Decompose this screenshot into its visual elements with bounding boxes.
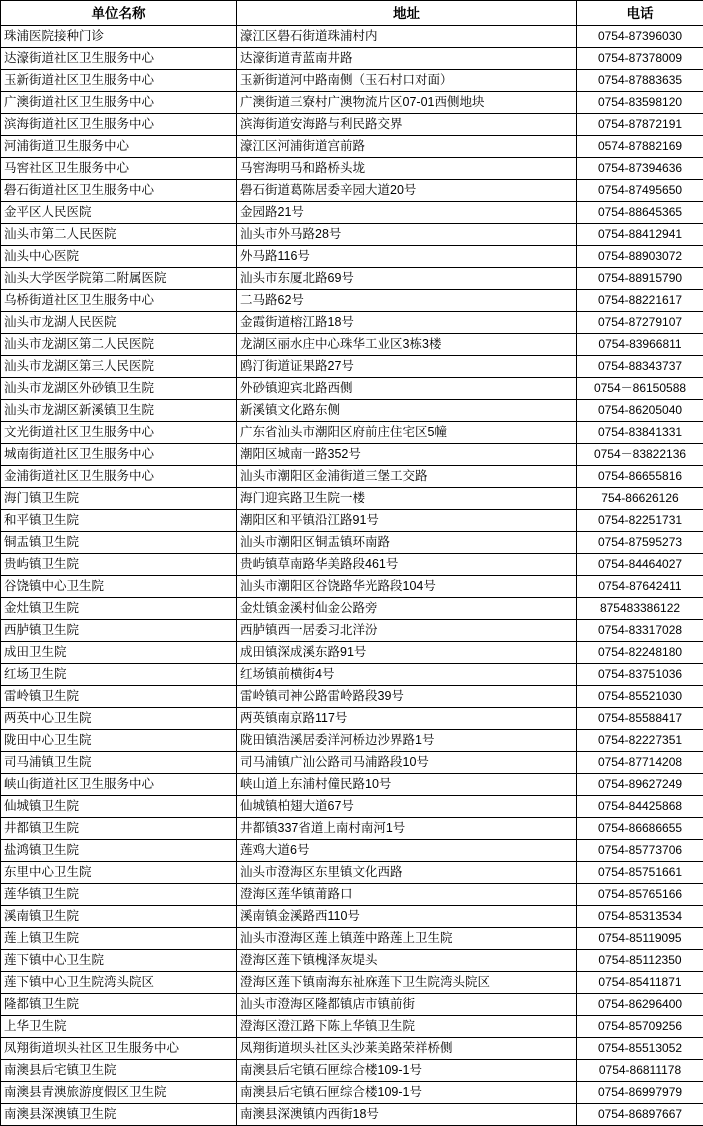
table-row (1, 818, 703, 840)
cell-phone: 0754-87714208 (577, 752, 703, 774)
cell-address: 外马路116号 (237, 246, 577, 268)
cell-address: 澄海区莲下镇槐泽灰堤头 (237, 950, 577, 972)
cell-unit-name: 莲上镇卫生院 (1, 928, 237, 950)
table-row (1, 884, 703, 906)
cell-unit-name: 马窖社区卫生服务中心 (1, 158, 237, 180)
cell-unit-name: 汕头市龙湖区新溪镇卫生院 (1, 400, 237, 422)
cell-address: 汕头市潮阳区金浦街道三堡工交路 (237, 466, 577, 488)
column-header-phone: 电话 (577, 1, 703, 26)
table-row (1, 334, 703, 356)
cell-phone: 0754-84425868 (577, 796, 703, 818)
cell-unit-name: 汕头市龙湖区第二人民医院 (1, 334, 237, 356)
cell-phone: 0754-82251731 (577, 510, 703, 532)
cell-unit-name: 西胪镇卫生院 (1, 620, 237, 642)
cell-unit-name: 雷岭镇卫生院 (1, 686, 237, 708)
cell-address: 广澳街道三寮村广澳物流片区07-01西侧地块 (237, 92, 577, 114)
cell-address: 成田镇深成溪东路91号 (237, 642, 577, 664)
cell-phone: 0754-86296400 (577, 994, 703, 1016)
table-row (1, 400, 703, 422)
cell-unit-name: 汕头中心医院 (1, 246, 237, 268)
cell-address: 澄海区澄江路下陈上华镇卫生院 (237, 1016, 577, 1038)
cell-phone: 0754-85588417 (577, 708, 703, 730)
cell-unit-name: 海门镇卫生院 (1, 488, 237, 510)
cell-address: 凤翔街道坝头社区头沙莱美路荣祥桥侧 (237, 1038, 577, 1060)
cell-unit-name: 汕头市第二人民医院 (1, 224, 237, 246)
cell-unit-name: 达濠街道社区卫生服务中心 (1, 48, 237, 70)
cell-phone: 0754-85313534 (577, 906, 703, 928)
cell-phone: 0754-89627249 (577, 774, 703, 796)
cell-address: 外砂镇迎宾北路西侧 (237, 378, 577, 400)
cell-address: 广东省汕头市潮阳区府前庄住宅区5幢 (237, 422, 577, 444)
table-row (1, 598, 703, 620)
cell-unit-name: 汕头市龙湖区外砂镇卫生院 (1, 378, 237, 400)
table-row (1, 180, 703, 202)
cell-unit-name: 司马浦镇卫生院 (1, 752, 237, 774)
cell-phone: 0754-86655816 (577, 466, 703, 488)
cell-phone: 0754-82227351 (577, 730, 703, 752)
cell-address: 新溪镇文化路东侧 (237, 400, 577, 422)
cell-phone: 0754-83751036 (577, 664, 703, 686)
table-row (1, 774, 703, 796)
cell-phone: 0754-84464027 (577, 554, 703, 576)
cell-address: 西胪镇西一居委习北洋汾 (237, 620, 577, 642)
cell-address: 汕头市潮阳区谷饶路华光路段104号 (237, 576, 577, 598)
cell-phone: 0754-86686655 (577, 818, 703, 840)
cell-address: 滨海街道安海路与利民路交界 (237, 114, 577, 136)
cell-address: 南澳县深澳镇内西街18号 (237, 1104, 577, 1126)
cell-unit-name: 文光街道社区卫生服务中心 (1, 422, 237, 444)
cell-address: 汕头市澄海区莲上镇莲中路莲上卫生院 (237, 928, 577, 950)
table-row (1, 950, 703, 972)
cell-phone: 0754-86897667 (577, 1104, 703, 1126)
cell-unit-name: 珠浦医院接种门诊 (1, 26, 237, 48)
cell-address: 澄海区莲下镇南海东祉庥莲下卫生院湾头院区 (237, 972, 577, 994)
cell-address: 濠江区河浦街道宫前路 (237, 136, 577, 158)
cell-unit-name: 金灶镇卫生院 (1, 598, 237, 620)
cell-unit-name: 礐石街道社区卫生服务中心 (1, 180, 237, 202)
cell-unit-name: 城南街道社区卫生服务中心 (1, 444, 237, 466)
table-row (1, 312, 703, 334)
cell-address: 龙湖区丽水庄中心珠华工业区3栋3楼 (237, 334, 577, 356)
table-row (1, 576, 703, 598)
table-row (1, 1082, 703, 1104)
table-row (1, 290, 703, 312)
cell-address: 莲鸡大道6号 (237, 840, 577, 862)
table-header-row (1, 1, 703, 26)
cell-address: 金灶镇金溪村仙金公路旁 (237, 598, 577, 620)
table-row (1, 906, 703, 928)
cell-unit-name: 两英中心卫生院 (1, 708, 237, 730)
cell-phone: 0754-87378009 (577, 48, 703, 70)
cell-phone: 0754-86811178 (577, 1060, 703, 1082)
cell-phone: 0754-82248180 (577, 642, 703, 664)
cell-phone: 0754-83966811 (577, 334, 703, 356)
cell-address: 司马浦镇广汕公路司马浦路段10号 (237, 752, 577, 774)
table-row (1, 356, 703, 378)
cell-address: 汕头市澄海区隆都镇店市镇前街 (237, 994, 577, 1016)
cell-unit-name: 仙城镇卫生院 (1, 796, 237, 818)
cell-address: 马窖海明马和路桥头垅 (237, 158, 577, 180)
table-row (1, 752, 703, 774)
cell-unit-name: 南澳县青澳旅游度假区卫生院 (1, 1082, 237, 1104)
table-row (1, 48, 703, 70)
cell-unit-name: 滨海街道社区卫生服务中心 (1, 114, 237, 136)
cell-address: 金霞街道榕江路18号 (237, 312, 577, 334)
cell-unit-name: 贵屿镇卫生院 (1, 554, 237, 576)
cell-phone: 0754-86997979 (577, 1082, 703, 1104)
cell-phone: 0754-87595273 (577, 532, 703, 554)
cell-address: 鸥汀街道证果路27号 (237, 356, 577, 378)
cell-phone: 0754-88915790 (577, 268, 703, 290)
cell-phone: 0754-85751661 (577, 862, 703, 884)
table-row (1, 796, 703, 818)
cell-unit-name: 汕头市龙湖人民医院 (1, 312, 237, 334)
table-row (1, 928, 703, 950)
cell-unit-name: 陇田中心卫生院 (1, 730, 237, 752)
table-row (1, 532, 703, 554)
cell-phone: 0754-85521030 (577, 686, 703, 708)
cell-phone: 0754-88412941 (577, 224, 703, 246)
table-row (1, 510, 703, 532)
table-row (1, 422, 703, 444)
cell-address: 澄海区莲华镇莆路口 (237, 884, 577, 906)
cell-unit-name: 莲下镇中心卫生院湾头院区 (1, 972, 237, 994)
cell-address: 海门迎宾路卫生院一楼 (237, 488, 577, 510)
table-row (1, 158, 703, 180)
cell-phone: 0754-85119095 (577, 928, 703, 950)
table-row (1, 92, 703, 114)
cell-phone: 0754-83841331 (577, 422, 703, 444)
cell-address: 玉新街道河中路南侧（玉石村口对面） (237, 70, 577, 92)
cell-address: 达濠街道青蓝南井路 (237, 48, 577, 70)
cell-phone: 0754-85773706 (577, 840, 703, 862)
cell-address: 南澳县后宅镇石匣综合楼109-1号 (237, 1060, 577, 1082)
cell-address: 井都镇337省道上南村南河1号 (237, 818, 577, 840)
cell-phone: 0754-87396030 (577, 26, 703, 48)
cell-unit-name: 莲华镇卫生院 (1, 884, 237, 906)
table-row (1, 554, 703, 576)
table-row (1, 466, 703, 488)
table-row (1, 26, 703, 48)
cell-unit-name: 隆都镇卫生院 (1, 994, 237, 1016)
cell-phone: 0754-88645365 (577, 202, 703, 224)
table-row (1, 708, 703, 730)
cell-address: 溪南镇金溪路西110号 (237, 906, 577, 928)
cell-address: 贵屿镇草南路华美路段461号 (237, 554, 577, 576)
cell-phone: 0754-87883635 (577, 70, 703, 92)
table-row (1, 994, 703, 1016)
cell-phone: 0754-85112350 (577, 950, 703, 972)
cell-phone: 0754-87279107 (577, 312, 703, 334)
cell-phone: 0754－83822136 (577, 444, 703, 466)
cell-phone: 0754-85513052 (577, 1038, 703, 1060)
cell-address: 潮阳区城南一路352号 (237, 444, 577, 466)
table-row (1, 1038, 703, 1060)
cell-phone: 0754-87642411 (577, 576, 703, 598)
cell-address: 汕头市东厦北路69号 (237, 268, 577, 290)
cell-address: 两英镇南京路117号 (237, 708, 577, 730)
column-header-unit-name: 单位名称 (1, 1, 237, 26)
cell-phone: 0754-83317028 (577, 620, 703, 642)
cell-unit-name: 汕头大学医学院第二附属医院 (1, 268, 237, 290)
cell-address: 汕头市澄海区东里镇文化西路 (237, 862, 577, 884)
cell-phone: 0754-86205040 (577, 400, 703, 422)
cell-unit-name: 汕头市龙湖区第三人民医院 (1, 356, 237, 378)
cell-unit-name: 南澳县后宅镇卫生院 (1, 1060, 237, 1082)
cell-unit-name: 南澳县深澳镇卫生院 (1, 1104, 237, 1126)
cell-unit-name: 广澳街道社区卫生服务中心 (1, 92, 237, 114)
cell-unit-name: 金浦街道社区卫生服务中心 (1, 466, 237, 488)
cell-phone: 754-86626126 (577, 488, 703, 510)
cell-address: 金园路21号 (237, 202, 577, 224)
cell-unit-name: 红场卫生院 (1, 664, 237, 686)
table-row (1, 664, 703, 686)
table-row (1, 378, 703, 400)
table-row (1, 268, 703, 290)
cell-phone: 0754-85411871 (577, 972, 703, 994)
table-row (1, 114, 703, 136)
table-row (1, 136, 703, 158)
cell-address: 雷岭镇司神公路雷岭路段39号 (237, 686, 577, 708)
cell-phone: 0754-87872191 (577, 114, 703, 136)
table-row (1, 488, 703, 510)
table-row (1, 840, 703, 862)
cell-unit-name: 上华卫生院 (1, 1016, 237, 1038)
cell-unit-name: 峡山街道社区卫生服务中心 (1, 774, 237, 796)
cell-unit-name: 玉新街道社区卫生服务中心 (1, 70, 237, 92)
cell-phone: 0754-83598120 (577, 92, 703, 114)
cell-address: 二马路62号 (237, 290, 577, 312)
cell-unit-name: 成田卫生院 (1, 642, 237, 664)
cell-phone: 0754-85765166 (577, 884, 703, 906)
table-row (1, 224, 703, 246)
cell-address: 红场镇前横街4号 (237, 664, 577, 686)
cell-unit-name: 溪南镇卫生院 (1, 906, 237, 928)
table-row (1, 862, 703, 884)
table-row (1, 1016, 703, 1038)
cell-unit-name: 铜盂镇卫生院 (1, 532, 237, 554)
cell-unit-name: 和平镇卫生院 (1, 510, 237, 532)
cell-unit-name: 东里中心卫生院 (1, 862, 237, 884)
table-row (1, 202, 703, 224)
cell-phone: 0754-87394636 (577, 158, 703, 180)
table-body (1, 26, 703, 1126)
cell-address: 仙城镇柏翅大道67号 (237, 796, 577, 818)
cell-unit-name: 莲下镇中心卫生院 (1, 950, 237, 972)
table-row (1, 70, 703, 92)
cell-phone: 875483386122 (577, 598, 703, 620)
table-row (1, 686, 703, 708)
cell-phone: 0754-88343737 (577, 356, 703, 378)
cell-phone: 0754-87495650 (577, 180, 703, 202)
table-row (1, 642, 703, 664)
cell-address: 礐石街道葛陈居委辛园大道20号 (237, 180, 577, 202)
cell-unit-name: 凤翔街道坝头社区卫生服务中心 (1, 1038, 237, 1060)
table-row (1, 1060, 703, 1082)
table-row (1, 444, 703, 466)
cell-unit-name: 谷饶镇中心卫生院 (1, 576, 237, 598)
cell-phone: 0754-88221617 (577, 290, 703, 312)
table-row (1, 620, 703, 642)
cell-address: 汕头市潮阳区铜盂镇环南路 (237, 532, 577, 554)
cell-unit-name: 盐鸿镇卫生院 (1, 840, 237, 862)
cell-unit-name: 乌桥街道社区卫生服务中心 (1, 290, 237, 312)
cell-unit-name: 河浦街道卫生服务中心 (1, 136, 237, 158)
cell-phone: 0754-88903072 (577, 246, 703, 268)
cell-address: 陇田镇浩溪居委洋河桥边沙界路1号 (237, 730, 577, 752)
cell-unit-name: 井都镇卫生院 (1, 818, 237, 840)
table-row (1, 730, 703, 752)
table-row (1, 246, 703, 268)
table-row (1, 1104, 703, 1126)
cell-phone: 0754-85709256 (577, 1016, 703, 1038)
table-row (1, 972, 703, 994)
cell-address: 峡山道上东浦村僮民路10号 (237, 774, 577, 796)
column-header-address: 地址 (237, 1, 577, 26)
cell-address: 潮阳区和平镇沿江路91号 (237, 510, 577, 532)
cell-address: 濠江区礐石街道珠浦村内 (237, 26, 577, 48)
cell-address: 汕头市外马路28号 (237, 224, 577, 246)
cell-unit-name: 金平区人民医院 (1, 202, 237, 224)
cell-phone: 0574-87882169 (577, 136, 703, 158)
cell-address: 南澳县后宅镇石匣综合楼109-1号 (237, 1082, 577, 1104)
cell-phone: 0754－86150588 (577, 378, 703, 400)
